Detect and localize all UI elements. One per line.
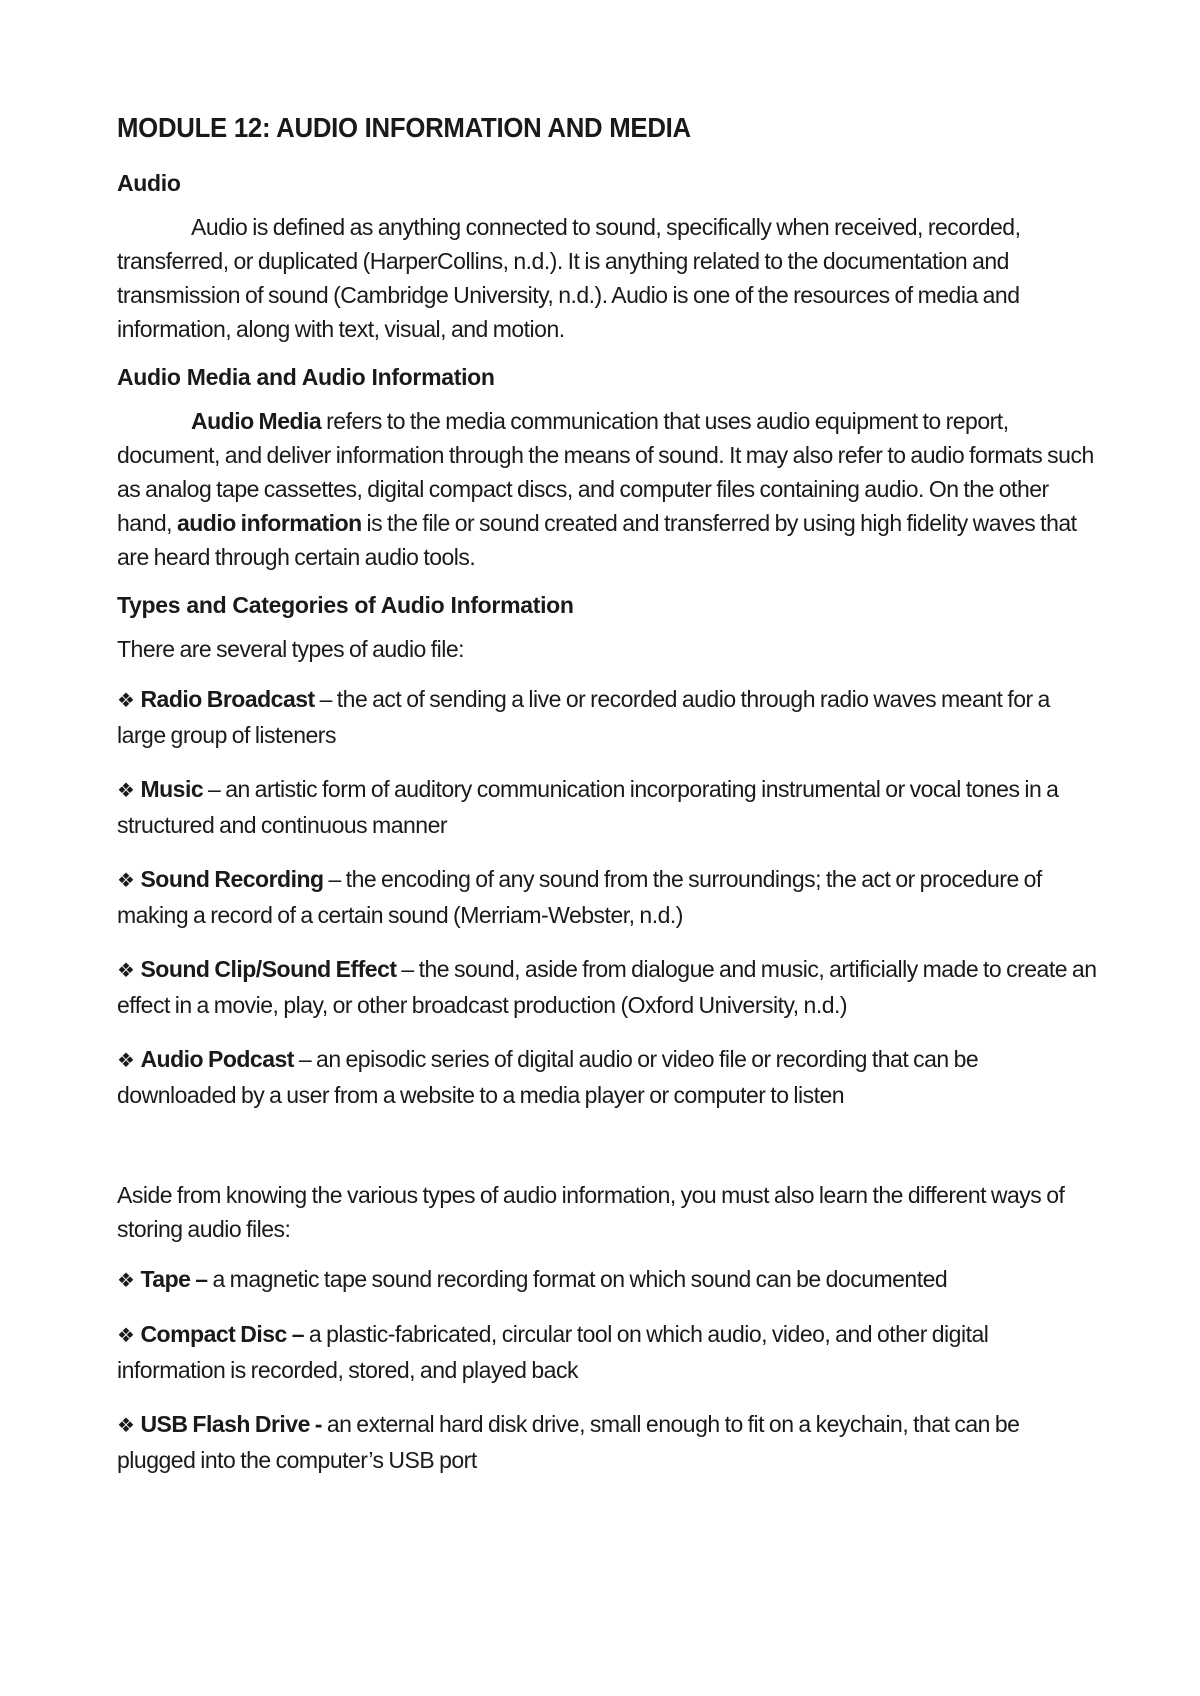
list-item-desc: – an episodic series of digital audio or video file or recording that can be downloaded by a user from a website to a media player or computer to listen (117, 1046, 979, 1108)
list-item-term: Tape – (140, 1266, 208, 1292)
list-item-desc: – the sound, aside from dialogue and music, artificially made to create an effect in a movie, play, or other broadcast production (Oxford University, n.d.) (117, 956, 1097, 1018)
list-item-term: Audio Podcast (140, 1046, 294, 1072)
list-item (117, 682, 1097, 753)
diamond-bullet-icon: ❖ (117, 688, 135, 712)
list-item-desc: an external hard disk drive, small enough to fit on a keychain, that can be plugged into the computer’s USB port (117, 1411, 1020, 1473)
list-item-term: Music (140, 776, 204, 802)
diamond-bullet-icon: ❖ (117, 868, 135, 892)
diamond-bullet-icon: ❖ (117, 1323, 135, 1347)
list-item-desc: a plastic-fabricated, circular tool on which audio, video, and other digital information is recorded, stored, and played back (117, 1321, 989, 1383)
list-item (117, 862, 1097, 933)
list-item (117, 1262, 1097, 1298)
types-list (117, 682, 1097, 1113)
list-item (117, 1317, 1097, 1388)
diamond-bullet-icon: ❖ (117, 1048, 135, 1072)
list-item-term: USB Flash Drive - (140, 1411, 322, 1437)
list-item-desc: a magnetic tape sound recording format on which sound can be documented (207, 1266, 948, 1292)
list-item-term: Radio Broadcast (140, 686, 315, 712)
list-item-term: Compact Disc – (140, 1321, 304, 1347)
list-item (117, 952, 1097, 1023)
document-content (117, 110, 1097, 1497)
section-heading-types: Types and Categories of Audio Information (117, 592, 574, 618)
storage-intro: Aside from knowing the various types of audio information, you must also learn the different ways of storing audio files: (117, 1182, 1065, 1242)
term-audio-information: audio information (176, 510, 362, 536)
list-item-term: Sound Clip/Sound Effect (140, 956, 397, 982)
blank-line (117, 1132, 1097, 1178)
list-item-term: Sound Recording (140, 866, 324, 892)
diamond-bullet-icon: ❖ (117, 958, 135, 982)
list-item (117, 1407, 1097, 1478)
diamond-bullet-icon: ❖ (117, 1413, 135, 1437)
diamond-bullet-icon: ❖ (117, 778, 135, 802)
page-title: MODULE 12: AUDIO INFORMATION AND MEDIA (117, 112, 691, 143)
section-heading-media-info: Audio Media and Audio Information (117, 364, 495, 390)
diamond-bullet-icon: ❖ (117, 1268, 135, 1292)
list-item-desc: – the encoding of any sound from the surroundings; the act or procedure of making a record of a certain sound (Merriam-Webster, n.d.) (117, 866, 1042, 928)
list-item-desc: – the act of sending a live or recorded audio through radio waves meant for a large group of listeners (117, 686, 1050, 748)
list-item-desc: – an artistic form of auditory communication incorporating instrumental or vocal tones in a structured and continuous manner (117, 776, 1059, 838)
media-info-text-1: refers to the media communication that uses audio equipment to report, document, and deliver information through the means of sound. It may also refer to audio formats such as analog tape cassettes, digital compact discs, and computer files containing audio. On the other hand, (117, 408, 1094, 536)
media-info-text-2: is the file or sound created and transferred by using high fidelity waves that are heard through certain audio tools. (117, 510, 1077, 570)
types-intro: There are several types of audio file: (117, 636, 465, 662)
term-audio-media: Audio Media (191, 408, 322, 434)
audio-definition-paragraph: Audio is defined as anything connected to sound, specifically when received, recorded, transferred, or duplicated (HarperCollins, n.d.). It is anything related to the documentation and transmission of sound (Cambridge University, n.d.). Audio is one of the resources of media and information, along with text, visual, and motion. (117, 214, 1021, 342)
list-item (117, 772, 1097, 843)
section-heading-audio: Audio (117, 170, 181, 196)
storage-list (117, 1262, 1097, 1478)
media-info-paragraph (117, 404, 1097, 574)
list-item (117, 1042, 1097, 1113)
